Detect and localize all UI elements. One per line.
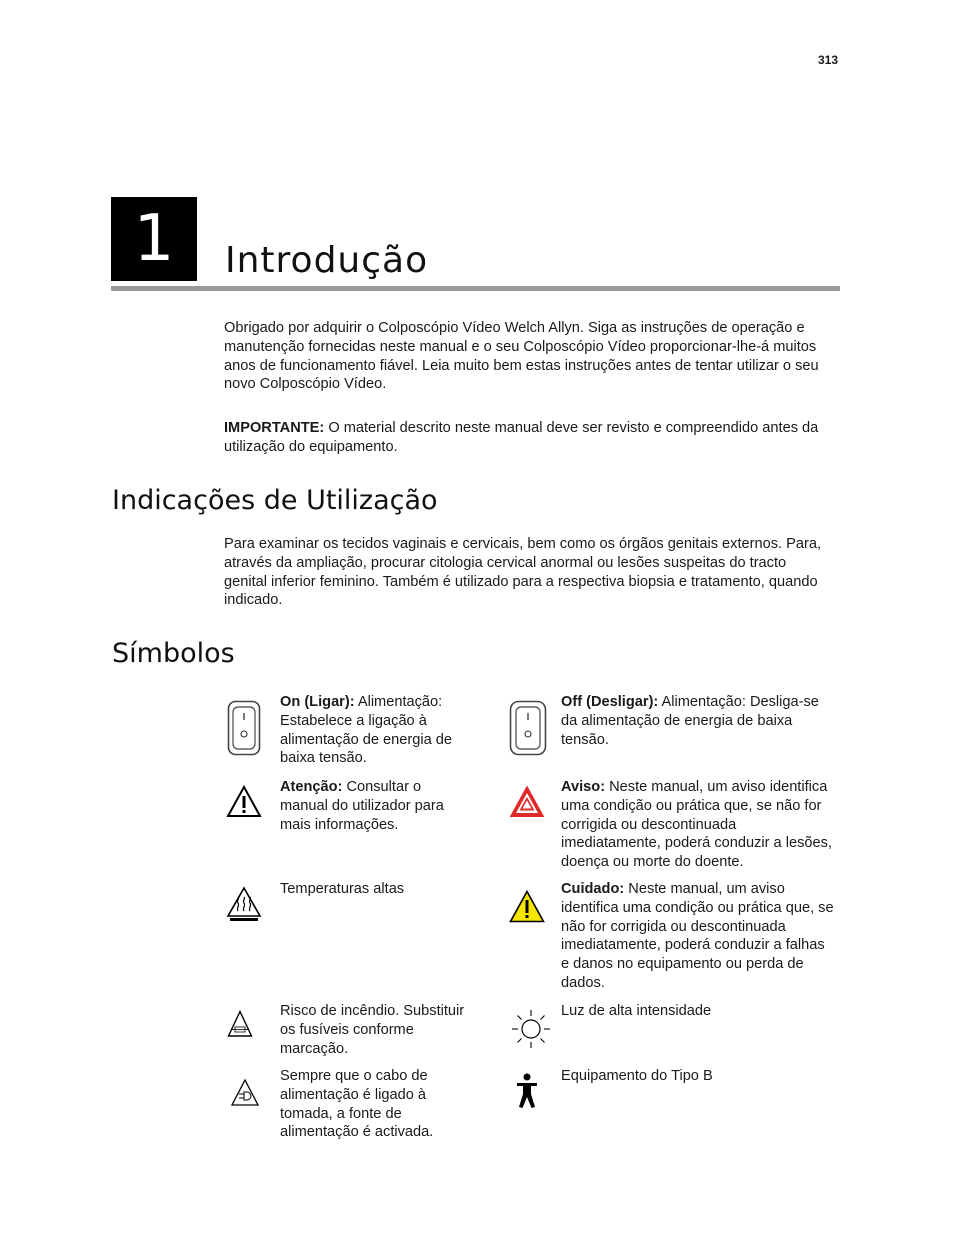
symbol-type-b-desc: Equipamento do Tipo B: [561, 1068, 713, 1084]
chapter-number: 1: [111, 197, 197, 281]
important-label: IMPORTANTE:: [224, 420, 325, 436]
symbol-caution-desc: Cuidado: Neste manual, um aviso identifica uma condição ou prática que, se não for corrigida ou descontinuada imediatamente, poderá conduzir a falhas e danos no equipamento ou perda de dados.: [561, 881, 834, 991]
warning-triangle-icon: [509, 785, 545, 818]
attention-icon: [226, 785, 262, 818]
high-intensity-light-icon: [510, 1008, 552, 1050]
symbols-heading: Símbolos: [112, 638, 235, 669]
indications-heading: Indicações de Utilização: [112, 485, 438, 516]
symbol-attention-desc: Atenção: Consultar o manual do utilizador para mais informações.: [280, 779, 444, 833]
intro-paragraph: Obrigado por adquirir o Colposcópio Vídeo Welch Allyn. Siga as instruções de operação e manutenção fornecidas neste manual e o seu Colposcópio Vídeo proporcionar-lhe-á muitos anos de funcionamento fiável. Leia muito bem estas instruções antes de tentar utilizar o seu novo Colposcópio Vídeo.: [224, 320, 819, 393]
important-note: [224, 419, 840, 457]
caution-yellow-icon: [509, 890, 545, 923]
page-number: 313: [818, 53, 839, 67]
power-plug-icon: [230, 1078, 260, 1108]
chapter-rule: [111, 286, 840, 291]
symbol-warning-desc: Aviso: Neste manual, um aviso identifica uma condição ou prática que, se não for corrigida ou descontinuada imediatamente, poderá conduzir a lesões, doença ou morte do doente.: [561, 779, 832, 871]
type-b-equipment-icon: [514, 1073, 540, 1109]
symbol-on-desc: On (Ligar): Alimentação: Estabelece a ligação à alimentação de energia de baixa tensão.: [280, 694, 453, 767]
power-off-switch-icon: [509, 700, 547, 756]
symbol-off-desc: Off (Desligar): Alimentação: Desliga-se da alimentação de energia de baixa tensão.: [561, 694, 819, 748]
symbol-plug-desc: Sempre que o cabo de alimentação é ligado à tomada, a fonte de alimentação é activada.: [280, 1068, 434, 1141]
symbol-fire-desc: Risco de incêndio. Substituir os fusíveis conforme marcação.: [280, 1003, 465, 1057]
indications-text: Para examinar os tecidos vaginais e cervicais, bem como os órgãos genitais externos. Para, através da ampliação, procurar citologia cervical anormal ou lesões suspeitas do tracto genital inferior feminino. Também é utilizado para a respectiva biopsia e tratamento, quando indicado.: [224, 536, 822, 609]
fire-risk-fuse-icon: [227, 1010, 253, 1038]
power-on-switch-icon: [227, 700, 261, 756]
important-text: O material descrito neste manual deve ser revisto e compreendido antes da utilização do equipamento.: [224, 420, 819, 455]
hot-surface-icon: [226, 886, 262, 922]
symbol-light-desc: Luz de alta intensidade: [561, 1003, 712, 1019]
symbol-hot-desc: Temperaturas altas: [280, 881, 405, 897]
chapter-title: Introdução: [225, 240, 429, 281]
